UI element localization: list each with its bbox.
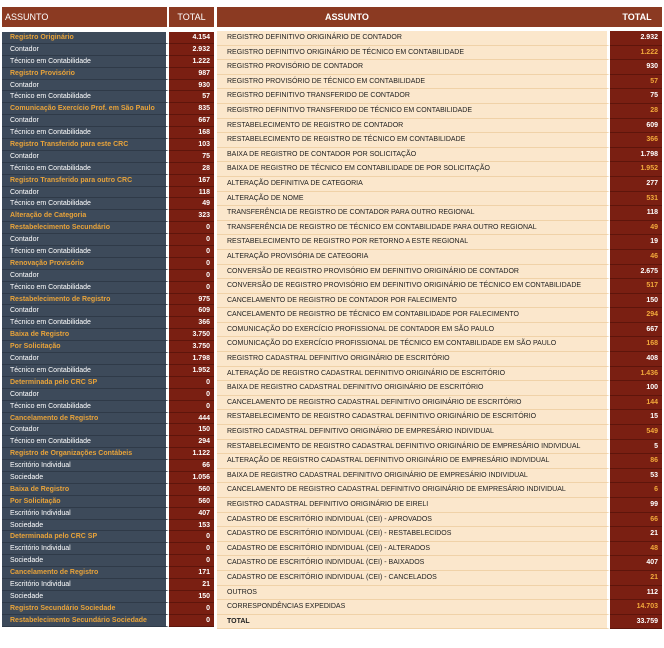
row-total-value: 1.436: [610, 367, 662, 382]
row-total-value: 444: [169, 413, 214, 425]
row-total-value: 100: [610, 381, 662, 396]
left-table-row: [2, 187, 214, 199]
row-total-value: 150: [169, 424, 214, 436]
row-label: COMUNICAÇÃO DO EXERCÍCIO PROFISSIONAL DE TÉCNICO EM CONTABILIDADE EM SÃO PAULO: [217, 337, 610, 352]
left-table-row: [2, 615, 214, 627]
row-total-value: 0: [169, 234, 214, 246]
row-total-value: 3.750: [169, 329, 214, 341]
row-total-value: 407: [610, 556, 662, 571]
row-total-value: 49: [169, 198, 214, 210]
row-total-value: 0: [169, 270, 214, 282]
row-total-value: 15: [610, 410, 662, 425]
category-label: Cancelamento de Registro: [2, 567, 169, 579]
left-header-assunto: ASSUNTO: [2, 7, 169, 27]
row-label: BAIXA DE REGISTRO DE TÉCNICO EM CONTABILIDADE DE POR SOLICITAÇÃO: [217, 162, 610, 177]
left-table-row: [2, 353, 214, 365]
row-label: OUTROS: [217, 586, 610, 601]
category-label: Determinada pelo CRC SP: [2, 377, 169, 389]
right-table-row: [217, 615, 662, 630]
right-table-row: [217, 192, 662, 207]
row-total-value: 2.675: [610, 265, 662, 280]
row-total-value: 294: [610, 308, 662, 323]
row-total-value: 975: [169, 294, 214, 306]
row-label: CONVERSÃO DE REGISTRO PROVISÓRIO EM DEFINITIVO ORIGINÁRIO DE TÉCNICO EM CONTABILIDADE: [217, 279, 610, 294]
row-label: Escritório Individual: [2, 543, 169, 555]
row-label: Técnico em Contabilidade: [2, 56, 169, 68]
right-table-row: [217, 513, 662, 528]
row-total-value: 49: [610, 221, 662, 236]
row-total-value: 2.932: [169, 44, 214, 56]
row-label: CADASTRO DE ESCRITÓRIO INDIVIDUAL (CEI) - RESTABELECIDOS: [217, 527, 610, 542]
right-table-row: [217, 367, 662, 382]
row-label: RESTABELECIMENTO DE REGISTRO DE TÉCNICO EM CONTABILIDADE: [217, 133, 610, 148]
row-label: Contador: [2, 270, 169, 282]
row-label: REGISTRO CADASTRAL DEFINITIVO ORIGINÁRIO DE EIRELI: [217, 498, 610, 513]
category-label: Comunicação Exercício Prof. em São Paulo: [2, 103, 169, 115]
left-table-row: [2, 44, 214, 56]
left-summary-table: [2, 7, 214, 627]
row-total-value: 835: [169, 103, 214, 115]
row-label: Escritório Individual: [2, 579, 169, 591]
row-total-value: 987: [169, 68, 214, 80]
row-total-value: 0: [169, 615, 214, 627]
row-label: Contador: [2, 115, 169, 127]
row-label: ALTERAÇÃO DE REGISTRO CADASTRAL DEFINITIVO ORIGINÁRIO DE ESCRITÓRIO: [217, 367, 610, 382]
row-total-value: 1.056: [169, 472, 214, 484]
row-total-value: 2.932: [610, 31, 662, 46]
left-table-row: [2, 80, 214, 92]
row-label: Técnico em Contabilidade: [2, 91, 169, 103]
category-label: Baixa de Registro: [2, 484, 169, 496]
category-label: Cancelamento de Registro: [2, 413, 169, 425]
row-label: TOTAL: [217, 615, 610, 630]
right-table-row: [217, 250, 662, 265]
row-total-value: 112: [610, 586, 662, 601]
row-total-value: 930: [610, 60, 662, 75]
left-table-row: [2, 163, 214, 175]
left-table-row: [2, 377, 214, 389]
row-total-value: 168: [169, 127, 214, 139]
row-total-value: 118: [169, 187, 214, 199]
left-table-row: [2, 472, 214, 484]
right-table-row: [217, 206, 662, 221]
right-table-row: [217, 31, 662, 46]
left-table-row: [2, 341, 214, 353]
right-table-row: [217, 396, 662, 411]
right-table-row: [217, 498, 662, 513]
left-table-header: [2, 7, 214, 27]
category-label: Por Solicitação: [2, 341, 169, 353]
row-label: Contador: [2, 44, 169, 56]
right-table-row: [217, 542, 662, 557]
row-total-value: 323: [169, 210, 214, 222]
row-total-value: 3.750: [169, 341, 214, 353]
row-label: Técnico em Contabilidade: [2, 198, 169, 210]
row-total-value: 0: [169, 222, 214, 234]
right-table-row: [217, 162, 662, 177]
row-label: CADASTRO DE ESCRITÓRIO INDIVIDUAL (CEI) - BAIXADOS: [217, 556, 610, 571]
category-label: Registro de Organizações Contábeis: [2, 448, 169, 460]
row-total-value: 48: [610, 542, 662, 557]
left-table-row: [2, 413, 214, 425]
row-label: RESTABELECIMENTO DE REGISTRO POR RETORNO A ESTE REGIONAL: [217, 235, 610, 250]
right-table-row: [217, 133, 662, 148]
row-total-value: 86: [610, 454, 662, 469]
right-table-row: [217, 410, 662, 425]
right-table-row: [217, 265, 662, 280]
row-total-value: 0: [169, 531, 214, 543]
right-table-row: [217, 89, 662, 104]
row-label: REGISTRO DEFINITIVO TRANSFERIDO DE TÉCNICO EM CONTABILIDADE: [217, 104, 610, 119]
row-total-value: 21: [610, 571, 662, 586]
row-label: REGISTRO DEFINITIVO ORIGINÁRIO DE CONTADOR: [217, 31, 610, 46]
left-table-row: [2, 175, 214, 187]
right-table-row: [217, 148, 662, 163]
left-table-row: [2, 91, 214, 103]
row-total-value: 277: [610, 177, 662, 192]
row-label: CANCELAMENTO DE REGISTRO CADASTRAL DEFINITIVO ORIGINÁRIO DE ESCRITÓRIO: [217, 396, 610, 411]
row-total-value: 0: [169, 543, 214, 555]
left-table-row: [2, 603, 214, 615]
left-table-row: [2, 543, 214, 555]
row-total-value: 294: [169, 436, 214, 448]
right-table-row: [217, 177, 662, 192]
left-table-row: [2, 567, 214, 579]
row-total-value: 28: [610, 104, 662, 119]
left-table-row: [2, 591, 214, 603]
left-table-row: [2, 496, 214, 508]
row-label: Contador: [2, 424, 169, 436]
row-total-value: 167: [169, 175, 214, 187]
row-label: RESTABELECIMENTO DE REGISTRO CADASTRAL DEFINITIVO ORIGINÁRIO DE ESCRITÓRIO: [217, 410, 610, 425]
row-total-value: 99: [610, 498, 662, 513]
left-table-row: [2, 579, 214, 591]
right-table-row: [217, 600, 662, 615]
row-label: CADASTRO DE ESCRITÓRIO INDIVIDUAL (CEI) - CANCELADOS: [217, 571, 610, 586]
left-table-row: [2, 294, 214, 306]
row-total-value: 57: [610, 75, 662, 90]
left-table-row: [2, 460, 214, 472]
row-total-value: 1.122: [169, 448, 214, 460]
row-label: Contador: [2, 187, 169, 199]
row-total-value: 560: [169, 484, 214, 496]
row-total-value: 0: [169, 603, 214, 615]
right-table-row: [217, 104, 662, 119]
row-total-value: 408: [610, 352, 662, 367]
row-label: TRANSFERÊNCIA DE REGISTRO DE CONTADOR PARA OUTRO REGIONAL: [217, 206, 610, 221]
right-table-header: [217, 7, 662, 27]
row-total-value: 1.798: [610, 148, 662, 163]
right-table-row: [217, 279, 662, 294]
right-table-row: [217, 60, 662, 75]
row-total-value: 46: [610, 250, 662, 265]
left-table-row: [2, 531, 214, 543]
right-detail-table: [217, 7, 662, 629]
row-label: ALTERAÇÃO DEFINITIVA DE CATEGORIA: [217, 177, 610, 192]
right-table-row: [217, 323, 662, 338]
left-header-total: TOTAL: [177, 12, 206, 22]
right-table-row: [217, 527, 662, 542]
row-total-value: 0: [169, 401, 214, 413]
row-total-value: 33.759: [610, 615, 662, 630]
right-table-row: [217, 119, 662, 134]
left-table-row: [2, 210, 214, 222]
left-table-row: [2, 270, 214, 282]
right-table-row: [217, 469, 662, 484]
left-table-row: [2, 389, 214, 401]
row-label: CANCELAMENTO DE REGISTRO CADASTRAL DEFINITIVO ORIGINÁRIO DE EMPRESÁRIO INDIVIDUAL: [217, 483, 610, 498]
category-label: Restabelecimento Secundário Sociedade: [2, 615, 169, 627]
left-table-row: [2, 68, 214, 80]
row-total-value: 144: [610, 396, 662, 411]
category-label: Restabelecimento Secundário: [2, 222, 169, 234]
right-table-row: [217, 440, 662, 455]
right-table-row: [217, 352, 662, 367]
row-label: REGISTRO CADASTRAL DEFINITIVO ORIGINÁRIO DE ESCRITÓRIO: [217, 352, 610, 367]
row-total-value: 366: [169, 317, 214, 329]
left-table-row: [2, 448, 214, 460]
row-total-value: 407: [169, 508, 214, 520]
row-label: Escritório Individual: [2, 508, 169, 520]
row-total-value: 531: [610, 192, 662, 207]
right-table-row: [217, 586, 662, 601]
left-table-row: [2, 317, 214, 329]
row-label: Técnico em Contabilidade: [2, 317, 169, 329]
row-total-value: 6: [610, 483, 662, 498]
left-table-row: [2, 436, 214, 448]
row-total-value: 14.703: [610, 600, 662, 615]
right-table-row: [217, 46, 662, 61]
row-label: REGISTRO CADASTRAL DEFINITIVO ORIGINÁRIO DE EMPRESÁRIO INDIVIDUAL: [217, 425, 610, 440]
left-table-row: [2, 484, 214, 496]
right-table-row: [217, 381, 662, 396]
row-total-value: 0: [169, 389, 214, 401]
row-label: Sociedade: [2, 555, 169, 567]
left-table-row: [2, 282, 214, 294]
row-label: ALTERAÇÃO DE NOME: [217, 192, 610, 207]
left-table-row: [2, 329, 214, 341]
row-label: TRANSFERÊNCIA DE REGISTRO DE TÉCNICO EM CONTABILIDADE PARA OUTRO REGIONAL: [217, 221, 610, 236]
left-table-row: [2, 234, 214, 246]
row-total-value: 0: [169, 246, 214, 258]
row-label: Contador: [2, 151, 169, 163]
row-label: Escritório Individual: [2, 460, 169, 472]
category-label: Determinada pelo CRC SP: [2, 531, 169, 543]
right-table-row: [217, 454, 662, 469]
left-table-row: [2, 115, 214, 127]
row-label: Contador: [2, 80, 169, 92]
row-total-value: 103: [169, 139, 214, 151]
left-table-row: [2, 56, 214, 68]
left-table-row: [2, 555, 214, 567]
row-total-value: 4.154: [169, 32, 214, 44]
right-table-row: [217, 483, 662, 498]
row-label: CADASTRO DE ESCRITÓRIO INDIVIDUAL (CEI) - ALTERADOS: [217, 542, 610, 557]
row-label: Técnico em Contabilidade: [2, 127, 169, 139]
row-label: BAIXA DE REGISTRO CADASTRAL DEFINITIVO ORIGINÁRIO DE ESCRITÓRIO: [217, 381, 610, 396]
category-label: Restabelecimento de Registro: [2, 294, 169, 306]
category-label: Renovação Provisório: [2, 258, 169, 270]
row-label: Técnico em Contabilidade: [2, 365, 169, 377]
row-label: REGISTRO PROVISÓRIO DE TÉCNICO EM CONTABILIDADE: [217, 75, 610, 90]
row-total-value: 1.222: [169, 56, 214, 68]
row-label: ALTERAÇÃO DE REGISTRO CADASTRAL DEFINITIVO ORIGINÁRIO DE EMPRESÁRIO INDIVIDUAL: [217, 454, 610, 469]
row-total-value: 517: [610, 279, 662, 294]
row-total-value: 667: [169, 115, 214, 127]
left-table-row: [2, 258, 214, 270]
row-total-value: 667: [610, 323, 662, 338]
row-label: Técnico em Contabilidade: [2, 246, 169, 258]
row-total-value: 0: [169, 282, 214, 294]
row-total-value: 549: [610, 425, 662, 440]
right-header-assunto: ASSUNTO: [325, 12, 369, 22]
category-label: Por Solicitação: [2, 496, 169, 508]
row-label: Técnico em Contabilidade: [2, 282, 169, 294]
left-table-row: [2, 127, 214, 139]
left-table-row: [2, 305, 214, 317]
category-label: Baixa de Registro: [2, 329, 169, 341]
left-table-row: [2, 520, 214, 532]
row-label: REGISTRO PROVISÓRIO DE CONTADOR: [217, 60, 610, 75]
right-table-row: [217, 221, 662, 236]
row-label: RESTABELECIMENTO DE REGISTRO CADASTRAL DEFINITIVO ORIGINÁRIO DE EMPRESÁRIO INDIVIDUAL: [217, 440, 610, 455]
left-table-row: [2, 365, 214, 377]
row-label: CORRESPONDÊNCIAS EXPEDIDAS: [217, 600, 610, 615]
right-table-body: [217, 31, 662, 629]
left-table-row: [2, 424, 214, 436]
right-table-row: [217, 571, 662, 586]
row-total-value: 1.952: [169, 365, 214, 377]
row-total-value: 0: [169, 377, 214, 389]
right-table-row: [217, 425, 662, 440]
right-table-row: [217, 235, 662, 250]
row-total-value: 118: [610, 206, 662, 221]
left-table-body: [2, 32, 214, 627]
row-total-value: 609: [169, 305, 214, 317]
row-total-value: 75: [610, 89, 662, 104]
left-table-row: [2, 508, 214, 520]
row-label: BAIXA DE REGISTRO CADASTRAL DEFINITIVO ORIGINÁRIO DE EMPRESÁRIO INDIVIDUAL: [217, 469, 610, 484]
left-table-row: [2, 139, 214, 151]
category-label: Registro Secundário Sociedade: [2, 603, 169, 615]
row-total-value: 153: [169, 520, 214, 532]
left-table-row: [2, 246, 214, 258]
left-table-row: [2, 222, 214, 234]
row-label: RESTABELECIMENTO DE REGISTRO DE CONTADOR: [217, 119, 610, 134]
row-total-value: 150: [610, 294, 662, 309]
row-total-value: 0: [169, 555, 214, 567]
row-total-value: 53: [610, 469, 662, 484]
row-total-value: 930: [169, 80, 214, 92]
row-total-value: 21: [610, 527, 662, 542]
row-total-value: 560: [169, 496, 214, 508]
row-total-value: 168: [610, 337, 662, 352]
right-header-total: TOTAL: [622, 12, 652, 22]
row-total-value: 0: [169, 258, 214, 270]
row-total-value: 57: [169, 91, 214, 103]
category-label: Registro Transferido para este CRC: [2, 139, 169, 151]
row-total-value: 366: [610, 133, 662, 148]
row-total-value: 609: [610, 119, 662, 134]
row-total-value: 1.798: [169, 353, 214, 365]
row-total-value: 75: [169, 151, 214, 163]
row-label: Contador: [2, 389, 169, 401]
category-label: Alteração de Categoria: [2, 210, 169, 222]
row-total-value: 1.952: [610, 162, 662, 177]
left-table-row: [2, 198, 214, 210]
category-label: Registro Transferido para outro CRC: [2, 175, 169, 187]
row-total-value: 5: [610, 440, 662, 455]
right-table-row: [217, 294, 662, 309]
row-total-value: 66: [610, 513, 662, 528]
category-label: Registro Originário: [2, 32, 169, 44]
row-label: Técnico em Contabilidade: [2, 163, 169, 175]
right-table-row: [217, 308, 662, 323]
row-label: CADASTRO DE ESCRITÓRIO INDIVIDUAL (CEI) - APROVADOS: [217, 513, 610, 528]
row-label: Sociedade: [2, 591, 169, 603]
row-label: ALTERAÇÃO PROVISÓRIA DE CATEGORIA: [217, 250, 610, 265]
row-label: BAIXA DE REGISTRO DE CONTADOR POR SOLICITAÇÃO: [217, 148, 610, 163]
row-label: Sociedade: [2, 472, 169, 484]
left-table-row: [2, 401, 214, 413]
left-table-row: [2, 151, 214, 163]
row-label: Técnico em Contabilidade: [2, 401, 169, 413]
row-total-value: 150: [169, 591, 214, 603]
row-label: Técnico em Contabilidade: [2, 436, 169, 448]
row-label: Contador: [2, 234, 169, 246]
right-table-row: [217, 337, 662, 352]
row-total-value: 66: [169, 460, 214, 472]
row-total-value: 21: [169, 579, 214, 591]
row-label: CANCELAMENTO DE REGISTRO DE TÉCNICO EM CONTABILIDADE POR FALECIMENTO: [217, 308, 610, 323]
row-total-value: 1.222: [610, 46, 662, 61]
row-label: Contador: [2, 305, 169, 317]
left-table-row: [2, 32, 214, 44]
right-table-row: [217, 75, 662, 90]
right-table-row: [217, 556, 662, 571]
row-label: Contador: [2, 353, 169, 365]
row-label: REGISTRO DEFINITIVO ORIGINÁRIO DE TÉCNICO EM CONTABILIDADE: [217, 46, 610, 61]
row-total-value: 19: [610, 235, 662, 250]
left-table-row: [2, 103, 214, 115]
category-label: Registro Provisório: [2, 68, 169, 80]
row-label: COMUNICAÇÃO DO EXERCÍCIO PROFISSIONAL DE CONTADOR EM SÃO PAULO: [217, 323, 610, 338]
row-total-value: 28: [169, 163, 214, 175]
row-label: CANCELAMENTO DE REGISTRO DE CONTADOR POR FALECIMENTO: [217, 294, 610, 309]
row-label: CONVERSÃO DE REGISTRO PROVISÓRIO EM DEFINITIVO ORIGINÁRIO DE CONTADOR: [217, 265, 610, 280]
row-label: Sociedade: [2, 520, 169, 532]
row-total-value: 171: [169, 567, 214, 579]
row-label: REGISTRO DEFINITIVO TRANSFERIDO DE CONTADOR: [217, 89, 610, 104]
